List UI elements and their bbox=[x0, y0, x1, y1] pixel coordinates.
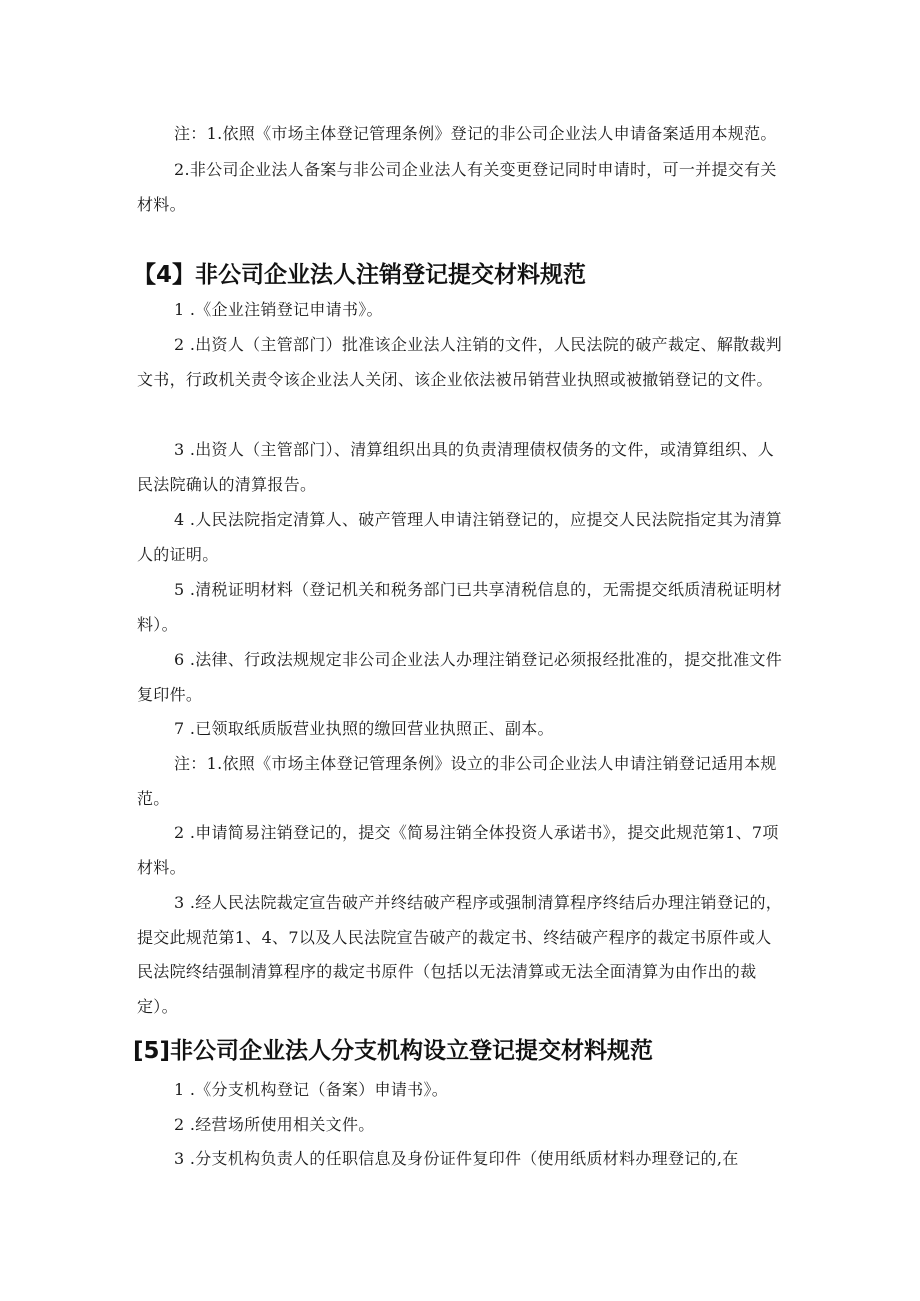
section4-heading: 【4】非公司企业法人注销登记提交材料规范 bbox=[133, 262, 587, 288]
section4-item-2: 2 .出资人（主管部门）批准该企业法人注销的文件，人民法院的破产裁定、解散裁判文书，行政机关责令该企业法人关闭、该企业依法被吊销营业执照或被撤销登记的文件。 bbox=[137, 335, 783, 389]
section4-note-3: 3 .经人民法院裁定宣告破产并终结破产程序或强制清算程序终结后办理注销登记的，提交此规范第1、4、7以及人民法院宣告破产的裁定书、终结破产程序的裁定书原件或人民法院终结强制清算程序的裁定书原件（包括以无法清算或无法全面清算为由作出的裁定）。 bbox=[137, 893, 783, 1016]
section5-heading: [5]非公司企业法人分支机构设立登记提交材料规范 bbox=[133, 1038, 654, 1064]
section5-item-3: 3 .分支机构负责人的任职信息及身份证件复印件（使用纸质材料办理登记的,在 bbox=[174, 1149, 739, 1168]
section3-note-1: 注：1.依照《市场主体登记管理条例》登记的非公司企业法人申请备案适用本规范。 bbox=[174, 124, 777, 143]
section4-item-3: 3 .出资人（主管部门）、清算组织出具的负责清理债权债务的文件，或清算组织、人民法院确认的清算报告。 bbox=[137, 440, 775, 494]
section4-note-2: 2 .申请简易注销登记的，提交《简易注销全体投资人承诺书》，提交此规范第1、7项材料。 bbox=[137, 823, 779, 877]
section4-item-7: 7 .已领取纸质版营业执照的缴回营业执照正、副本。 bbox=[174, 719, 554, 738]
section4-item-6: 6 .法律、行政法规规定非公司企业法人办理注销登记必须报经批准的，提交批准文件复印件。 bbox=[137, 650, 783, 704]
section4-item-1: 1 .《企业注销登记申请书》。 bbox=[174, 300, 383, 319]
section3-note-2: 2.非公司企业法人备案与非公司企业法人有关变更登记同时申请时，可一并提交有关材料。 bbox=[137, 160, 777, 214]
section4-note-1: 注：1.依照《市场主体登记管理条例》设立的非公司企业法人申请注销登记适用本规范。 bbox=[137, 754, 777, 808]
section5-item-1: 1 .《分支机构登记（备案）申请书》。 bbox=[174, 1080, 449, 1099]
section4-item-5: 5 .清税证明材料（登记机关和税务部门已共享清税信息的，无需提交纸质清税证明材料）。 bbox=[137, 580, 783, 634]
section4-item-4: 4 .人民法院指定清算人、破产管理人申请注销登记的，应提交人民法院指定其为清算人的证明。 bbox=[137, 510, 783, 564]
section5-item-2: 2 .经营场所使用相关文件。 bbox=[174, 1115, 375, 1134]
